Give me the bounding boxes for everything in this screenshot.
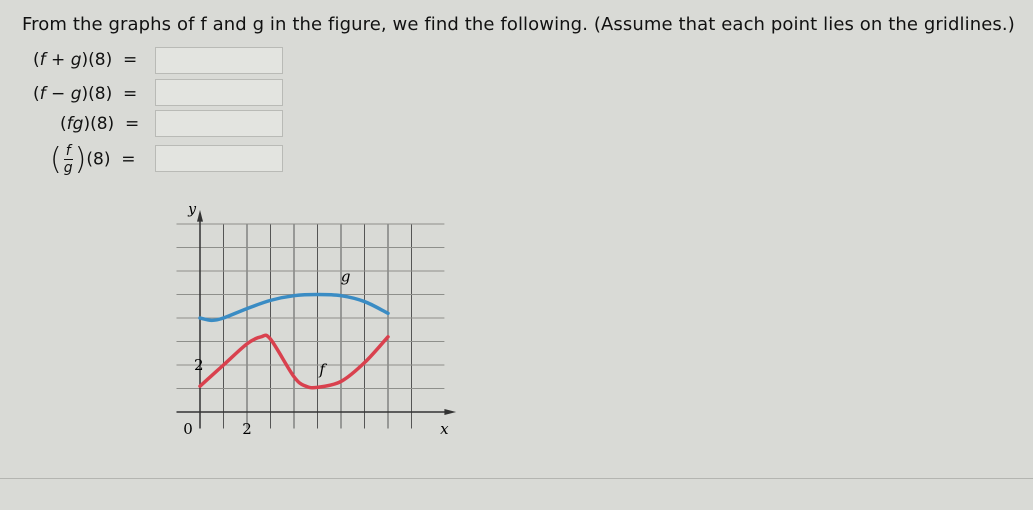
x-tick-label-2: 2 <box>242 420 252 438</box>
answer-input-difference[interactable] <box>155 79 283 106</box>
series-label-f: f <box>319 360 325 379</box>
y-tick-label-2: 2 <box>194 356 204 374</box>
answer-input-quotient[interactable] <box>155 145 283 172</box>
fraction-f-over-g: $\frac{f}{g}$ <box>63 143 73 176</box>
label-fg: (fg)(8) = <box>60 114 140 134</box>
label-f-over-g: ( $\frac{f}{g}$ )(8) = <box>50 142 136 177</box>
x-axis-label: x <box>440 420 449 438</box>
y-axis-label: y <box>188 201 196 218</box>
origin-tick-label: 0 <box>183 420 193 438</box>
y-axis-arrow <box>197 210 203 222</box>
grid-lines <box>177 224 445 428</box>
answer-input-sum[interactable] <box>155 47 283 74</box>
label-f-plus-g: (f + g)(8) = <box>33 50 138 70</box>
section-divider <box>0 478 1033 479</box>
series-label-g: g <box>340 267 351 286</box>
question-prompt: From the graphs of f and g in the figure, we find the following. (Assume that each point lies on the gridlines.) <box>22 14 1015 35</box>
function-graph <box>170 200 460 450</box>
x-axis-arrow <box>444 409 456 415</box>
answer-input-product[interactable] <box>155 110 283 137</box>
label-f-minus-g: (f − g)(8) = <box>33 84 138 104</box>
